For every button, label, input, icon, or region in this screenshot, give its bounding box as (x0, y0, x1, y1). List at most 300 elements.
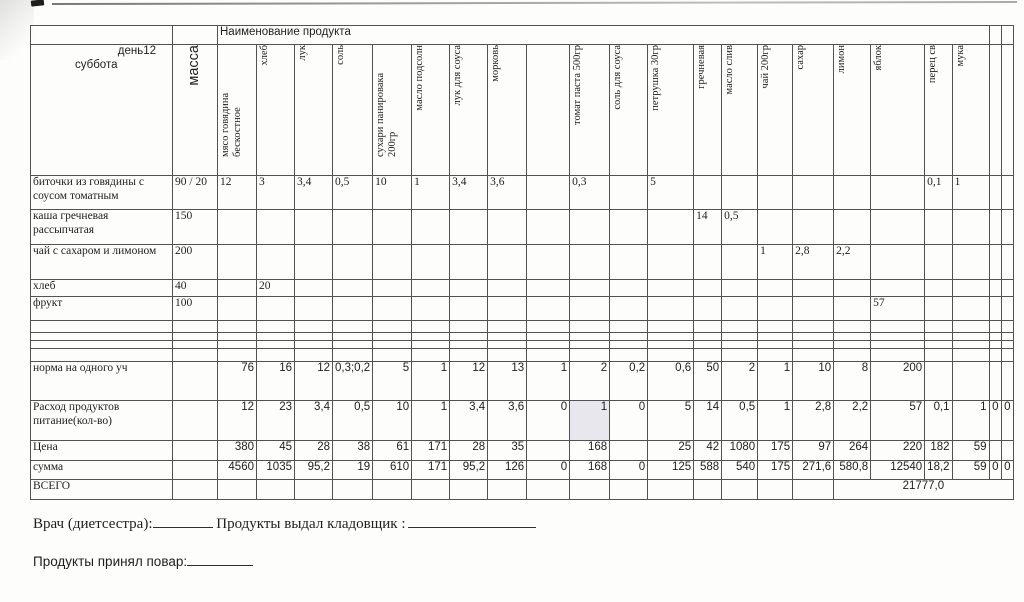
value-cell: 610 (373, 461, 412, 480)
value-cell: 59 (952, 461, 989, 480)
dish-name: каша гречневая рассыпчатая (31, 210, 173, 245)
value-cell (333, 280, 373, 297)
doctor-label: Врач (диетсестра): (33, 516, 153, 532)
value-cell (450, 280, 488, 297)
value-cell: 45 (257, 441, 295, 461)
mass-top-cell (173, 26, 218, 45)
empty-cell (793, 321, 834, 333)
value-cell: 23 (257, 401, 295, 441)
value-cell: 3,4 (450, 401, 488, 441)
value-cell (1001, 441, 1013, 461)
empty-cell (1001, 321, 1013, 333)
value-cell: 200 (871, 362, 925, 401)
value-cell (570, 280, 610, 297)
column-header: чай 200гр (758, 45, 793, 176)
empty-cell (570, 480, 610, 500)
spacer-row (31, 333, 1014, 341)
value-cell (989, 441, 1001, 461)
empty-cell (989, 349, 1001, 362)
value-cell: 1 (412, 176, 450, 210)
column-header: масло слив (722, 45, 758, 176)
dish-row (31, 280, 1014, 297)
empty-cell (527, 480, 570, 500)
value-cell: 1035 (257, 461, 295, 480)
value-cell: 0,3 (570, 176, 610, 210)
value-cell (694, 297, 722, 321)
empty-cell (758, 333, 793, 341)
value-cell (450, 245, 488, 280)
empty-cell (412, 333, 450, 341)
empty-cell (412, 480, 450, 500)
value-cell: 175 (758, 461, 793, 480)
value-cell: 2 (722, 362, 758, 401)
empty-cell (871, 321, 925, 333)
value-cell (333, 297, 373, 321)
value-cell (610, 176, 648, 210)
value-cell: 0,3;0,2 (333, 362, 373, 401)
value-cell: 5 (373, 362, 412, 401)
empty-cell (925, 341, 952, 349)
value-cell: 1 (952, 176, 989, 210)
value-cell (952, 245, 989, 280)
value-cell (570, 245, 610, 280)
column-header: перец св (925, 45, 952, 176)
empty-cell (871, 333, 925, 341)
value-cell: 1 (758, 362, 793, 401)
value-cell: 10 (793, 362, 834, 401)
value-cell: 12 (295, 362, 333, 401)
empty-cell (610, 349, 648, 362)
total-label: ВСЕГО (31, 480, 173, 500)
dish-mass: 150 (173, 210, 218, 245)
empty-cell (173, 341, 218, 349)
value-cell: 540 (722, 461, 758, 480)
value-cell: 95,2 (295, 461, 333, 480)
value-cell: 1 (758, 401, 793, 441)
empty-cell (722, 333, 758, 341)
empty-cell (925, 321, 952, 333)
column-header (1001, 45, 1013, 176)
value-cell: 0 (610, 401, 648, 441)
value-cell: 0 (610, 461, 648, 480)
value-cell (527, 297, 570, 321)
column-header: яблок (871, 45, 925, 176)
value-cell: 3,4 (295, 401, 333, 441)
empty-cell (694, 480, 722, 500)
value-cell: 0,1 (925, 401, 952, 441)
empty-cell (257, 341, 295, 349)
value-cell: 38 (333, 441, 373, 461)
value-cell: 2 (570, 362, 610, 401)
value-cell: 5 (648, 176, 694, 210)
value-cell (412, 297, 450, 321)
value-cell (925, 362, 952, 401)
value-cell: 0 (1001, 461, 1013, 480)
empty-cell (257, 333, 295, 341)
value-cell: 3,4 (450, 176, 488, 210)
value-cell: 18,2 (925, 461, 952, 480)
column-header: сахар (793, 45, 834, 176)
value-cell: 0 (527, 401, 570, 441)
empty-cell (173, 333, 218, 341)
empty-cell (450, 480, 488, 500)
value-cell (648, 210, 694, 245)
empty-cell (989, 26, 1001, 45)
value-cell: 19 (333, 461, 373, 480)
value-cell (1001, 176, 1013, 210)
value-cell (610, 210, 648, 245)
empty-cell (488, 333, 527, 341)
dish-name: биточки из говядины с соусом томатным (31, 176, 173, 210)
dish-mass: 100 (173, 297, 218, 321)
empty-cell (31, 321, 173, 333)
column-header: мука (952, 45, 989, 176)
value-cell: 25 (648, 441, 694, 461)
value-cell: 171 (412, 441, 450, 461)
value-cell (295, 245, 333, 280)
value-cell: 580,8 (834, 461, 871, 480)
empty-cell (648, 480, 694, 500)
value-cell (871, 176, 925, 210)
value-cell: 1 (412, 401, 450, 441)
food-products-table (30, 25, 1014, 500)
cook-label: Продукты принял повар: (33, 554, 188, 569)
empty-cell (834, 321, 871, 333)
value-cell: 2,8 (793, 401, 834, 441)
value-cell: 12 (218, 176, 257, 210)
column-header (527, 45, 570, 176)
products-group-header: Наименование продукта (218, 26, 990, 45)
total-row (31, 480, 1014, 500)
empty-cell (793, 349, 834, 362)
empty-cell (758, 349, 793, 362)
empty-cell (1001, 341, 1013, 349)
empty-cell (793, 333, 834, 341)
value-cell: 2,2 (834, 401, 871, 441)
value-cell: 220 (871, 441, 925, 461)
storekeeper-signature-blank (408, 513, 536, 528)
empty-cell (257, 480, 295, 500)
scan-corner-shade (0, 0, 34, 60)
value-cell (295, 210, 333, 245)
empty-cell (694, 341, 722, 349)
value-cell (758, 176, 793, 210)
value-cell (871, 245, 925, 280)
dish-mass: 90 / 20 (173, 176, 218, 210)
empty-cell (450, 321, 488, 333)
column-header: гречневая (694, 45, 722, 176)
scan-edge-line (52, 1, 1017, 5)
column-header: соль (333, 45, 373, 176)
empty-cell (925, 349, 952, 362)
empty-cell (31, 349, 173, 362)
value-cell: 3,6 (488, 401, 527, 441)
empty-cell (218, 341, 257, 349)
value-cell: 2,8 (793, 245, 834, 280)
value-cell (694, 280, 722, 297)
empty-cell (218, 333, 257, 341)
empty-cell (834, 349, 871, 362)
empty-cell (412, 321, 450, 333)
column-header: лук (295, 45, 333, 176)
summa-row (31, 461, 1014, 480)
day-label-cell (31, 45, 173, 176)
dish-name: фрукт (31, 297, 173, 321)
empty-cell (295, 349, 333, 362)
column-header: соль для соуса (610, 45, 648, 176)
norma-row (31, 362, 1014, 401)
empty-cell (218, 349, 257, 362)
value-cell (570, 297, 610, 321)
spacer-row (31, 341, 1014, 349)
rashod-label: Расход продуктов питание(кол-во) (31, 401, 173, 441)
dish-row (31, 176, 1014, 210)
value-cell: 588 (694, 461, 722, 480)
empty-cell (758, 480, 793, 500)
empty-cell (412, 341, 450, 349)
empty-cell (952, 341, 989, 349)
value-cell: 125 (648, 461, 694, 480)
value-cell (527, 245, 570, 280)
empty-cell (218, 321, 257, 333)
empty-cell (648, 321, 694, 333)
empty-cell (952, 333, 989, 341)
empty-cell (295, 333, 333, 341)
empty-cell (173, 349, 218, 362)
value-cell: 182 (925, 441, 952, 461)
value-cell: 171 (412, 461, 450, 480)
value-cell: 57 (871, 297, 925, 321)
column-header-row (31, 45, 1014, 176)
value-cell (488, 210, 527, 245)
value-cell (694, 176, 722, 210)
signature-line-1 (33, 513, 536, 533)
value-cell: 0,2 (610, 362, 648, 401)
value-cell (722, 176, 758, 210)
empty-cell (694, 321, 722, 333)
empty-cell (722, 349, 758, 362)
value-cell (648, 297, 694, 321)
day-weekday: суббота (75, 58, 118, 71)
value-cell (694, 245, 722, 280)
empty-cell (173, 321, 218, 333)
empty-cell (952, 349, 989, 362)
value-cell: 380 (218, 441, 257, 461)
empty-cell (610, 333, 648, 341)
value-cell: 0,5 (333, 176, 373, 210)
value-cell: 14 (694, 210, 722, 245)
value-cell: 1080 (722, 441, 758, 461)
value-cell (257, 245, 295, 280)
value-cell: 2,2 (834, 245, 871, 280)
value-cell: 0 (1001, 401, 1013, 441)
value-cell (989, 245, 1001, 280)
empty-cell (793, 341, 834, 349)
value-cell: 264 (834, 441, 871, 461)
empty-cell (488, 321, 527, 333)
value-cell: 0 (989, 461, 1001, 480)
empty-cell (373, 333, 412, 341)
value-cell (333, 210, 373, 245)
value-cell (450, 297, 488, 321)
group-header-row (31, 26, 1014, 45)
value-cell: 1 (952, 401, 989, 441)
value-cell: 3,4 (295, 176, 333, 210)
empty-cell (570, 341, 610, 349)
value-cell (373, 210, 412, 245)
empty-cell (412, 349, 450, 362)
value-cell (1001, 297, 1013, 321)
scan-ink-mark (31, 0, 45, 7)
value-cell: 50 (694, 362, 722, 401)
value-cell: 0,1 (925, 176, 952, 210)
value-cell (925, 210, 952, 245)
storekeeper-label: Продукты выдал кладовщик : (216, 516, 406, 532)
value-cell (412, 245, 450, 280)
value-cell (834, 210, 871, 245)
value-cell (610, 280, 648, 297)
value-cell: 5 (648, 401, 694, 441)
empty-cell (722, 480, 758, 500)
empty-cell (173, 362, 218, 401)
empty-cell (295, 321, 333, 333)
empty-cell (450, 349, 488, 362)
value-cell: 61 (373, 441, 412, 461)
value-cell (488, 245, 527, 280)
value-cell: 10 (373, 401, 412, 441)
empty-cell (333, 341, 373, 349)
mass-column-header: масса (173, 45, 218, 176)
empty-cell (173, 480, 218, 500)
empty-cell (173, 401, 218, 441)
value-cell (412, 210, 450, 245)
value-cell: 35 (488, 441, 527, 461)
empty-cell (1001, 349, 1013, 362)
empty-cell (373, 480, 412, 500)
value-cell (373, 297, 412, 321)
value-cell (989, 176, 1001, 210)
empty-cell (722, 341, 758, 349)
value-cell: 28 (295, 441, 333, 461)
value-cell: 4560 (218, 461, 257, 480)
summa-label: сумма (31, 461, 173, 480)
value-cell: 3,6 (488, 176, 527, 210)
value-cell (758, 297, 793, 321)
value-cell: 10 (373, 176, 412, 210)
doctor-signature-blank (153, 513, 213, 528)
empty-cell (527, 349, 570, 362)
empty-cell (488, 349, 527, 362)
empty-cell (257, 349, 295, 362)
value-cell (989, 297, 1001, 321)
dish-name: хлеб (31, 280, 173, 297)
column-header: мясо говядина бескостное (218, 45, 257, 176)
value-cell (218, 297, 257, 321)
value-cell (488, 280, 527, 297)
empty-cell (488, 341, 527, 349)
value-cell: 1 (412, 362, 450, 401)
value-cell (412, 280, 450, 297)
spacer-row (31, 321, 1014, 333)
value-cell: 28 (450, 441, 488, 461)
empty-cell (333, 349, 373, 362)
value-cell: 20 (257, 280, 295, 297)
value-cell: 1 (758, 245, 793, 280)
dish-name: чай с сахаром и лимоном (31, 245, 173, 280)
value-cell: 126 (488, 461, 527, 480)
column-header: петрушка 30гр (648, 45, 694, 176)
empty-cell (834, 333, 871, 341)
empty-cell (570, 321, 610, 333)
empty-cell (31, 341, 173, 349)
value-cell (648, 245, 694, 280)
value-cell (758, 280, 793, 297)
value-cell (610, 441, 648, 461)
value-cell (570, 210, 610, 245)
empty-cell (610, 341, 648, 349)
value-cell: 97 (793, 441, 834, 461)
value-cell: 0 (527, 461, 570, 480)
value-cell: 95,2 (450, 461, 488, 480)
value-cell (952, 210, 989, 245)
value-cell (925, 297, 952, 321)
empty-cell (758, 321, 793, 333)
empty-cell (793, 480, 834, 500)
value-cell (871, 210, 925, 245)
value-cell: 59 (952, 441, 989, 461)
value-cell (218, 245, 257, 280)
empty-cell (694, 349, 722, 362)
cook-signature-blank (187, 551, 253, 566)
column-header: морковь (488, 45, 527, 176)
value-cell-highlighted: 1 (570, 401, 610, 441)
column-header: масло подсолн (412, 45, 450, 176)
empty-cell (952, 321, 989, 333)
value-cell (527, 210, 570, 245)
value-cell (834, 280, 871, 297)
value-cell (952, 297, 989, 321)
empty-cell (373, 341, 412, 349)
value-cell: 16 (257, 362, 295, 401)
column-header: сухари панировака 200гр (373, 45, 412, 176)
value-cell: 0 (989, 401, 1001, 441)
empty-cell (257, 321, 295, 333)
value-cell: 271,6 (793, 461, 834, 480)
dish-row (31, 210, 1014, 245)
empty-cell (295, 480, 333, 500)
empty-cell (871, 349, 925, 362)
empty-cell (989, 341, 1001, 349)
value-cell: 0,6 (648, 362, 694, 401)
value-cell (295, 280, 333, 297)
value-cell: 0,5 (722, 210, 758, 245)
value-cell (1001, 210, 1013, 245)
empty-cell (450, 341, 488, 349)
empty-cell (610, 480, 648, 500)
empty-cell (648, 341, 694, 349)
empty-cell (570, 333, 610, 341)
value-cell (527, 441, 570, 461)
column-header: лук для соуса (450, 45, 488, 176)
empty-cell (173, 461, 218, 480)
value-cell: 0,5 (333, 401, 373, 441)
value-cell (527, 176, 570, 210)
value-cell (722, 245, 758, 280)
empty-cell (373, 321, 412, 333)
value-cell (952, 280, 989, 297)
value-cell: 14 (694, 401, 722, 441)
empty-cell (648, 333, 694, 341)
